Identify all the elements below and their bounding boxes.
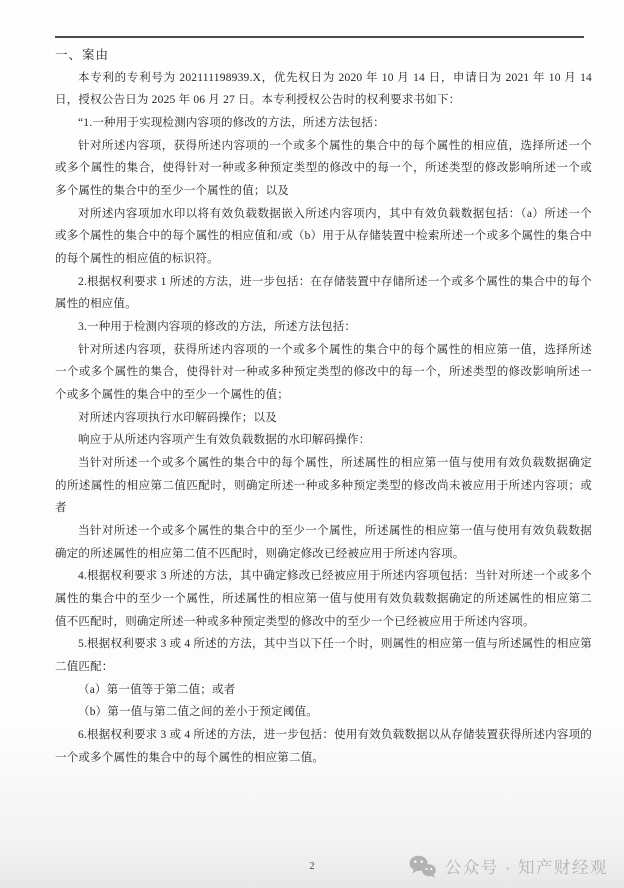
paragraph-claim-1-intro: “1.一种用于实现检测内容项的修改的方法，所述方法包括：	[78, 117, 385, 130]
paragraph-claim-6: 6.根据权利要求 3 或 4 所述的方法，进一步包括：使用有效负载数据以从存储装置获得所述内容项的一个或多个属性的集合中的每个属性的相应第二值。	[55, 729, 592, 764]
paragraph-claim-5-intro: 5.根据权利要求 3 或 4 所述的方法，其中当以下任一个时，则属性的相应第一值与所述属性的相应第二值匹配：	[55, 638, 592, 674]
paragraph-claim-3-case-mismatch: 当针对所述一个或多个属性的集合中的至少一个属性，所述属性的相应第一值与使用有效负载数据确定的所述属性的相应第二值不匹配时，则确定修改已经被应用于所述内容项。	[55, 525, 592, 560]
paragraph-claim-1-step-1: 针对所述内容项，获得所述内容项的一个或多个属性的集合中的每个属性的相应值，选择所述一个或多个属性的集合，使得针对一种或多种预定类型的修改中的每一个，所述类型的修改影响所述一个或多个属性的集合中的至少一个属性的值；以及	[55, 139, 592, 198]
document-body	[55, 44, 592, 770]
paragraph-claim-2: 2.根据权利要求 1 所述的方法，进一步包括：在存储装置中存储所述一个或多个属性的集合中的每个属性的相应值。	[55, 275, 592, 311]
paragraph-claim-3-case-match: 当针对所述一个或多个属性的集合中的每个属性，所述属性的相应第一值与使用有效负载数据确定的所述属性的相应第二值匹配时，则确定所述一种或多种预定类型的修改尚未被应用于所述内容项；或者	[55, 457, 592, 515]
page-number: 2	[309, 861, 315, 872]
paragraph-claim-3-step-2: 对所述内容项执行水印解码操作；以及	[78, 411, 277, 424]
paragraph-claim-1-step-2: 对所述内容项加水印以将有效负载数据嵌入所述内容项内，其中有效负载数据包括：（a）所述一个或多个属性的集合中的每个属性的相应值和/或（b）用于从存储装置中检索所述一个或多个属性的集合中的每个属性的相应值的标识符。	[55, 207, 592, 266]
paragraph-claim-5-item-a: （a）第一值等于第二值；或者	[78, 683, 236, 696]
wechat-icon	[409, 855, 436, 878]
paragraph-claim-3-step-3: 响应于从所述内容项产生有效负载数据的水印解码操作：	[78, 434, 371, 447]
watermark	[409, 854, 608, 878]
paragraph-claim-3-step-1: 针对所述内容项，获得所述内容项的一个或多个属性的集合中的每个属性的相应第一值，选择所述一个或多个属性的集合，使得针对一种或多种预定类型的修改中的每一个，所述类型的修改影响所述一个或多个属性的集合中的至少一个属性的值；	[55, 343, 592, 402]
watermark-label: 公众号 · 知产财经观	[444, 859, 608, 877]
paragraph-claim-5-item-b: （b）第一值与第二值之间的差小于预定阈值。	[78, 706, 318, 719]
section-heading: 一、案由	[55, 48, 110, 62]
paragraph-patent-info: 本专利的专利号为 202111198939.X，优先权日为 2020 年 10 月 14 日，申请日为 2021 年 10 月 14 日，授权公告日为 2025 年 06 月 27 日。本专利授权公告时的权利要求书如下：	[55, 71, 592, 107]
paragraph-claim-4: 4.根据权利要求 3 所述的方法，其中确定修改已经被应用于所述内容项包括：当针对所述一个或多个属性的集合中的至少一个属性，所述属性的相应第一值与使用有效负载数据确定的所述属性的相应第二值不匹配时，则确定所述一种或多种预定类型的修改中的至少一个已经被应用于所述内容项。	[55, 570, 592, 628]
paragraph-claim-3-intro: 3.一种用于检测内容项的修改的方法，所述方法包括：	[78, 321, 357, 334]
header-rule	[55, 36, 584, 38]
